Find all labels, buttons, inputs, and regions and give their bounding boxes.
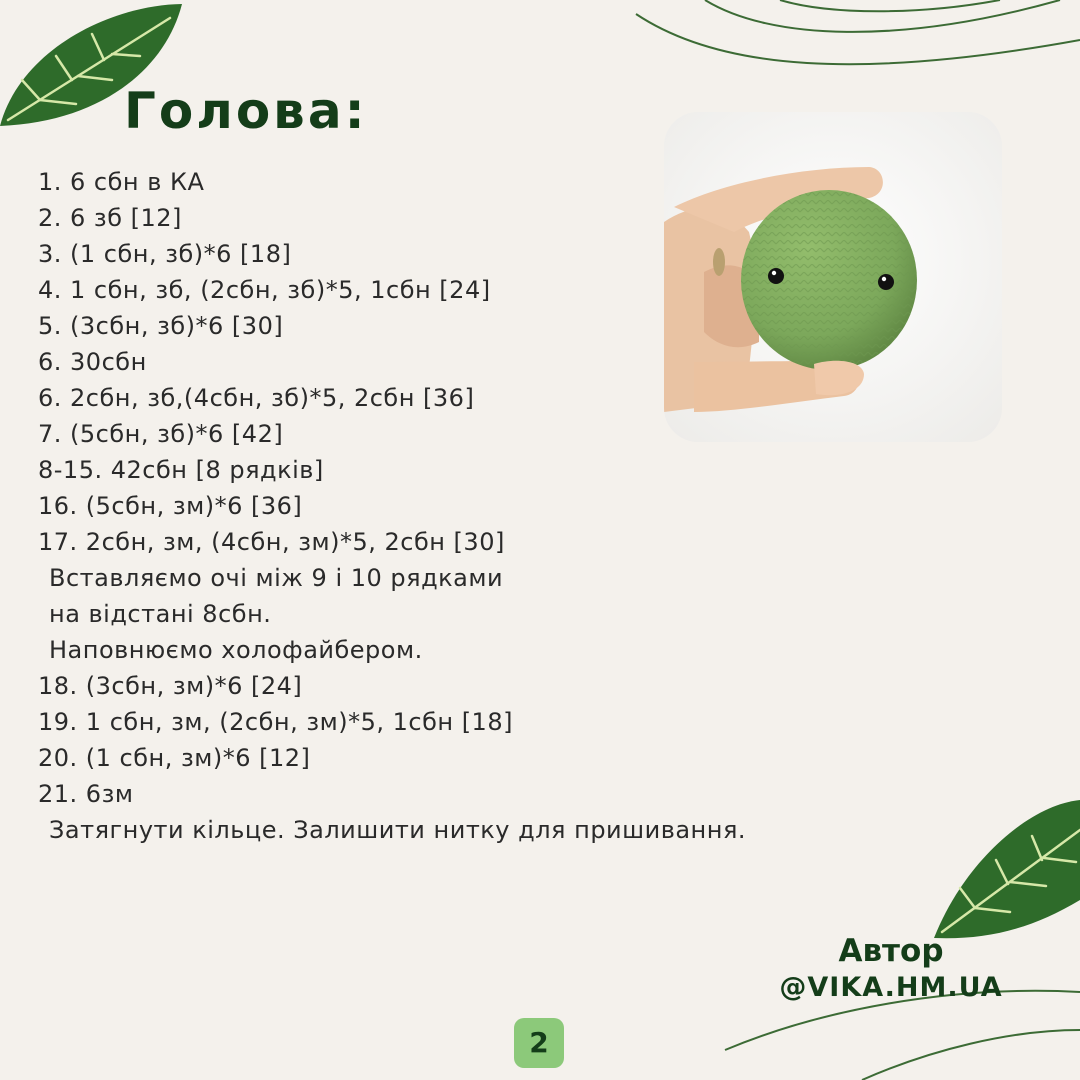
- step-row: 5. (3сбн, зб)*6 [30]: [38, 312, 284, 340]
- author-credit: [768, 932, 1014, 1006]
- step-row: 19. 1 сбн, зм, (2сбн, зм)*5, 1сбн [18]: [38, 708, 513, 736]
- step-row: 7. (5сбн, зб)*6 [42]: [38, 420, 284, 448]
- eye-left-icon: [768, 268, 784, 284]
- step-row: 6. 30сбн: [38, 348, 147, 376]
- step-row: 6. 2сбн, зб,(4сбн, зб)*5, 2сбн [36]: [38, 384, 475, 412]
- step-row: 3. (1 сбн, зб)*6 [18]: [38, 240, 292, 268]
- step-row: 20. (1 сбн, зм)*6 [12]: [38, 744, 311, 772]
- step-note: на відстані 8сбн.: [49, 600, 272, 628]
- step-row: 8-15. 42сбн [8 рядків]: [38, 456, 324, 484]
- step-row: 17. 2сбн, зм, (4сбн, зм)*5, 2сбн [30]: [38, 528, 505, 556]
- step-row: 16. (5сбн, зм)*6 [36]: [38, 492, 303, 520]
- step-row: 1. 6 сбн в КА: [38, 168, 205, 196]
- page-title: Голова:: [124, 82, 368, 140]
- author-label: Автор: [838, 933, 944, 969]
- step-note: Затягнути кільце. Залишити нитку для пришивання.: [49, 816, 747, 844]
- crochet-ball-icon: [741, 190, 917, 370]
- crochet-head-photo: [664, 112, 1002, 442]
- step-row: 4. 1 сбн, зб, (2сбн, зб)*5, 1сбн [24]: [38, 276, 491, 304]
- step-note: Вставляємо очі між 9 і 10 рядками: [49, 564, 504, 592]
- pattern-steps: [38, 164, 747, 848]
- step-row: 18. (3сбн, зм)*6 [24]: [38, 672, 303, 700]
- top-right-swoosh-lines: [636, 0, 1080, 64]
- step-row: 21. 6зм: [38, 780, 134, 808]
- leaf-bottom-right-icon: [934, 800, 1080, 938]
- page-number-badge: 2: [514, 1018, 564, 1068]
- eye-right-icon: [878, 274, 894, 290]
- step-note: Наповнюємо холофайбером.: [49, 636, 423, 664]
- author-handle: @VIKA.HM.UA: [779, 972, 1003, 1003]
- step-row: 2. 6 зб [12]: [38, 204, 182, 232]
